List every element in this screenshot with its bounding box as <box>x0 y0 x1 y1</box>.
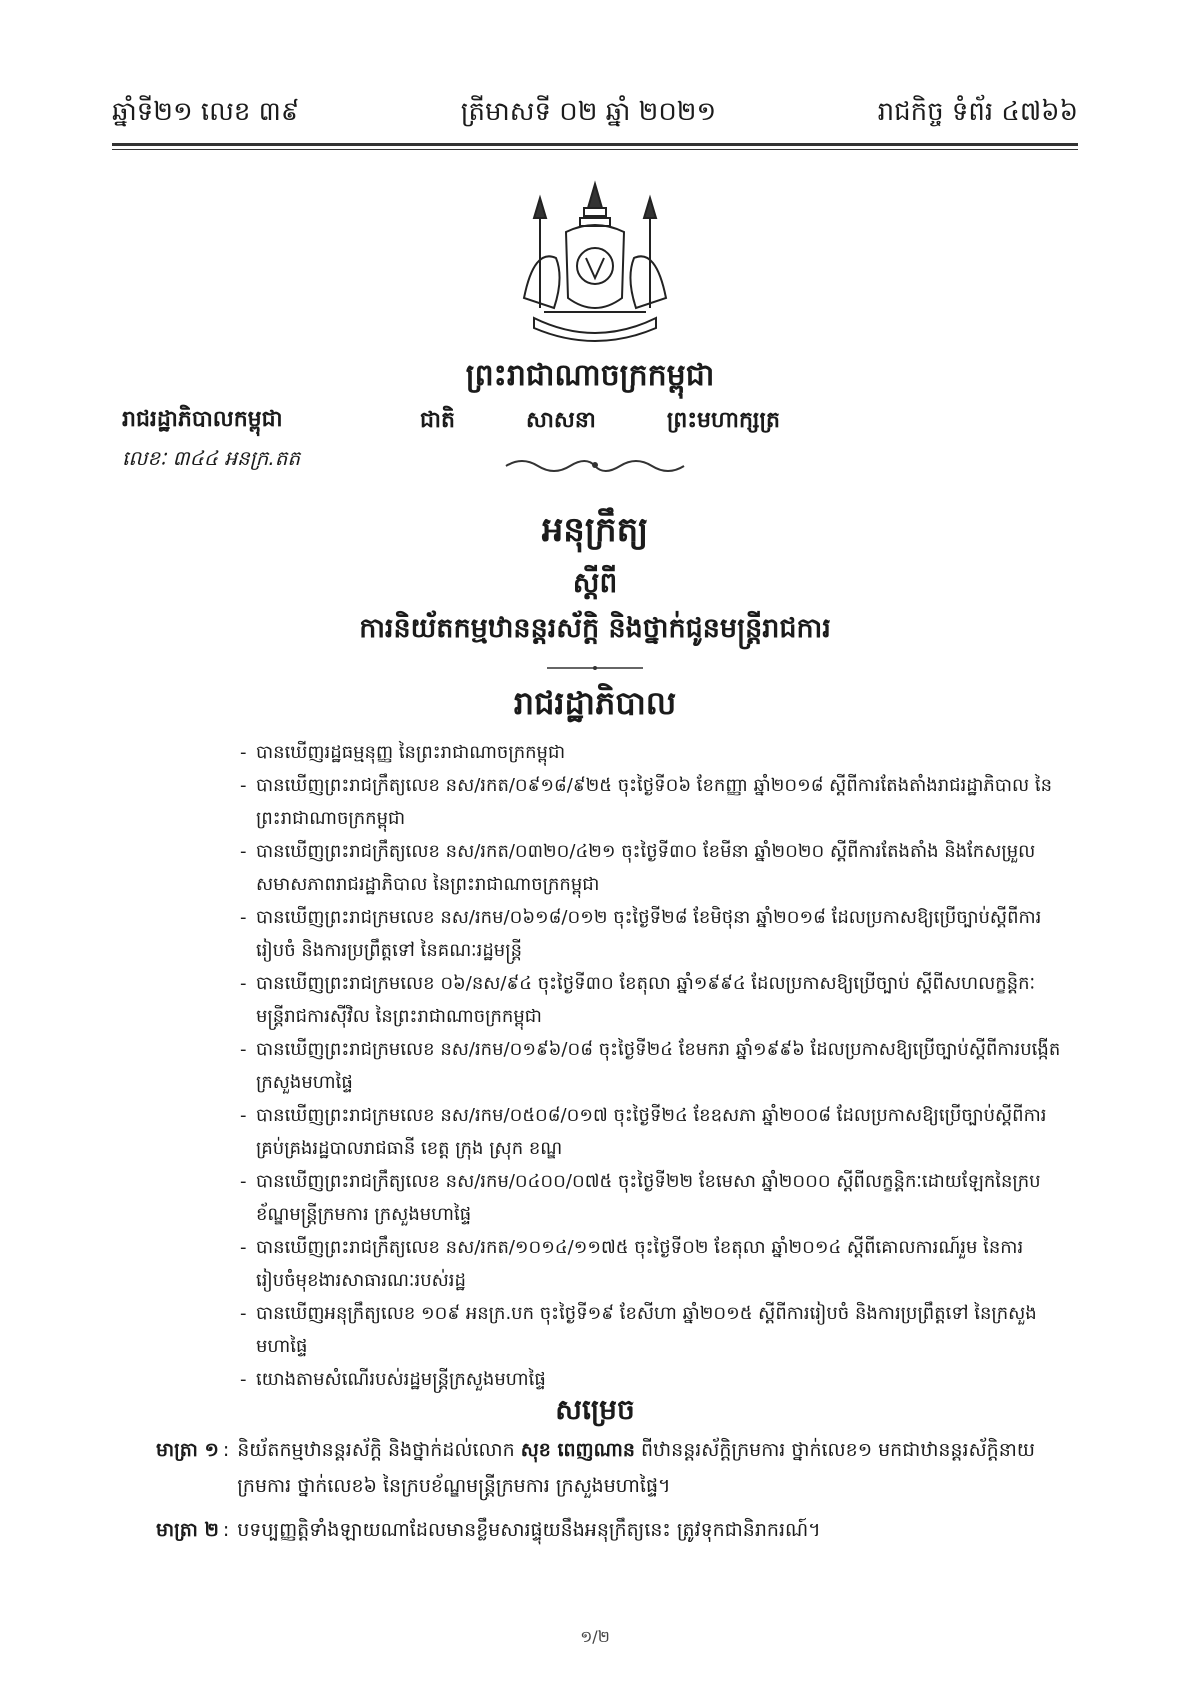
document-subject: ការនិយ័តកម្មឋានន្តរស័ក្តិ និងថ្នាក់ជូនមន្ត្រីរាជការ <box>359 613 831 644</box>
article-2 <box>156 1512 1066 1548</box>
year-issue: ឆ្នាំទី២១ លេខ ៣៩ <box>112 97 300 127</box>
document-type: អនុក្រឹត្យ <box>541 510 649 550</box>
ornament-divider-icon <box>502 454 688 476</box>
consideration-item: - បានឃើញព្រះរាជក្រមលេខ នស/រកម/០៦១៨/០១២ ចុះថ្ងៃទី២៨ ខែមិថុនា ឆ្នាំ២០១៨ ដែលប្រកាសឱ្យប្រើច្បាប់ស្តីពីការរៀបចំ និងការប្រព្រឹត្តទៅ នៃគណៈរដ្ឋមន្ត្រី <box>244 901 1062 967</box>
national-motto <box>420 406 780 438</box>
gazette-header <box>112 92 1078 136</box>
consideration-item: - បានឃើញព្រះរាជក្រឹត្យលេខ នស/រកត/០៣២០/៤២១ ចុះថ្ងៃទី៣០ ខែមីនា ឆ្នាំ២០២០ ស្តីពីការតែងតាំង និងកែសម្រួលសមាសភាពរាជរដ្ឋាភិបាល នៃព្រះរាជាណាចក្រកម្ពុជា <box>244 835 1062 901</box>
subject-divider-icon <box>547 664 643 672</box>
article-text: បទប្បញ្ញត្តិទាំងឡាយណាដែលមានខ្លឹមសារផ្ទុយនឹងអនុក្រឹត្យនេះ ត្រូវទុកជានិរាករណ៍។ <box>237 1519 821 1541</box>
consideration-item: - បានឃើញព្រះរាជក្រមលេខ នស/រកម/០១៩៦/០៨ ចុះថ្ងៃទី២៤ ខែមករា ឆ្នាំ១៩៩៦ ដែលប្រកាសឱ្យប្រើច្បាប់ស្តីពីការបង្កើតក្រសួងមហាផ្ទៃ <box>244 1033 1062 1099</box>
appointee-name: សុខ ពេញណាន <box>520 1439 635 1461</box>
article-label: មាត្រា ១ <box>156 1439 219 1461</box>
article-1 <box>156 1432 1066 1504</box>
page-number: ១/២ <box>580 1627 610 1646</box>
motto-religion: សាសនា <box>525 408 596 433</box>
consideration-item: - បានឃើញអនុក្រឹត្យលេខ ១០៩ អនក្រ.បក ចុះថ្ងៃទី១៩ ខែសីហា ឆ្នាំ២០១៥ ស្តីពីការរៀបចំ និងការប្រព្រឹត្តទៅ នៃក្រសួងមហាផ្ទៃ <box>244 1297 1062 1363</box>
motto-king: ព្រះមហាក្សត្រ <box>666 408 780 433</box>
motto-nation: ជាតិ <box>420 408 455 433</box>
article-label: មាត្រា ២ <box>156 1519 219 1541</box>
consideration-item: - បានឃើញព្រះរាជក្រមលេខ នស/រកម/០៥០៨/០១៧ ចុះថ្ងៃទី២៤ ខែឧសភា ឆ្នាំ២០០៨ ដែលប្រកាសឱ្យប្រើច្បាប់ស្តីពីការគ្រប់គ្រងរដ្ឋបាលរាជធានី ខេត្ត ក្រុង ស្រុក ខណ្ឌ <box>244 1099 1062 1165</box>
royal-coat-of-arms-icon <box>504 178 686 346</box>
gazette-date: ត្រីមាសទី ០២ ឆ្នាំ ២០២១ <box>460 97 717 127</box>
document-about: ស្តីពី <box>572 566 618 599</box>
considerations-list <box>244 736 1062 1396</box>
article-separator: : <box>222 1439 230 1461</box>
article-text <box>237 1432 1066 1504</box>
header-rule <box>112 143 1078 150</box>
consideration-item: - បានឃើញព្រះរាជក្រឹត្យលេខ នស/រកត/០៩១៨/៩២៥ ចុះថ្ងៃទី០៦ ខែកញ្ញា ឆ្នាំ២០១៨ ស្តីពីការតែងតាំងរាជរដ្ឋាភិបាល នៃព្រះរាជាណាចក្រកម្ពុជា <box>244 769 1062 835</box>
gazette-page: រាជកិច្ច ទំព័រ ៤៧៦៦ <box>877 97 1078 127</box>
kingdom-name: ព្រះរាជាណាចក្រកម្ពុជា <box>465 358 715 393</box>
issuing-government: រាជរដ្ឋាភិបាលកម្ពុជា <box>122 407 283 432</box>
article-text-after: ពីឋានន្តរស័ក្តិក្រមការ ថ្នាក់លេខ១ មកជាឋានន្តរស័ក្តិនាយក្រមការ ថ្នាក់លេខ៦ នៃក្របខ័ណ្ឌមន្ត្រីក្រមការ ក្រសួងមហាផ្ទៃ។ <box>237 1439 1035 1497</box>
reference-number: លេខៈ ៣៤៤ អនក្រ.តត <box>122 446 301 470</box>
consideration-item: - បានឃើញរដ្ឋធម្មនុញ្ញ នៃព្រះរាជាណាចក្រកម្ពុជា <box>244 736 1062 769</box>
consideration-item: - បានឃើញព្រះរាជក្រមលេខ ០៦/នស/៩៤ ចុះថ្ងៃទី៣០ ខែតុលា ឆ្នាំ១៩៩៤ ដែលប្រកាសឱ្យប្រើច្បាប់ ស្តីពីសហលក្ខន្តិកៈមន្ត្រីរាជការស៊ីវិល នៃព្រះរាជាណាចក្រកម្ពុជា <box>244 967 1062 1033</box>
article-separator: : <box>222 1519 230 1541</box>
consideration-item: - បានឃើញព្រះរាជក្រឹត្យលេខ នស/រកម/០៤០០/០៧៥ ចុះថ្ងៃទី២២ ខែមេសា ឆ្នាំ២០០០ ស្តីពីលក្ខន្តិកៈដោយឡែកនៃក្របខ័ណ្ឌមន្ត្រីក្រមការ ក្រសួងមហាផ្ទៃ <box>244 1165 1062 1231</box>
decision-heading: សម្រេច <box>555 1393 635 1426</box>
consideration-item: - បានឃើញព្រះរាជក្រឹត្យលេខ នស/រកត/១០១៤/១១៧៥ ចុះថ្ងៃទី០២ ខែតុលា ឆ្នាំ២០១៤ ស្តីពីគោលការណ៍រួម នៃការរៀបចំមុខងារសាធារណៈរបស់រដ្ឋ <box>244 1231 1062 1297</box>
article-text-before: និយ័តកម្មឋានន្តរស័ក្តិ និងថ្នាក់ដល់លោក <box>237 1439 521 1461</box>
government-heading: រាជរដ្ឋាភិបាល <box>513 684 677 722</box>
consideration-item: - យោងតាមសំណើរបស់រដ្ឋមន្ត្រីក្រសួងមហាផ្ទៃ <box>244 1363 1062 1396</box>
